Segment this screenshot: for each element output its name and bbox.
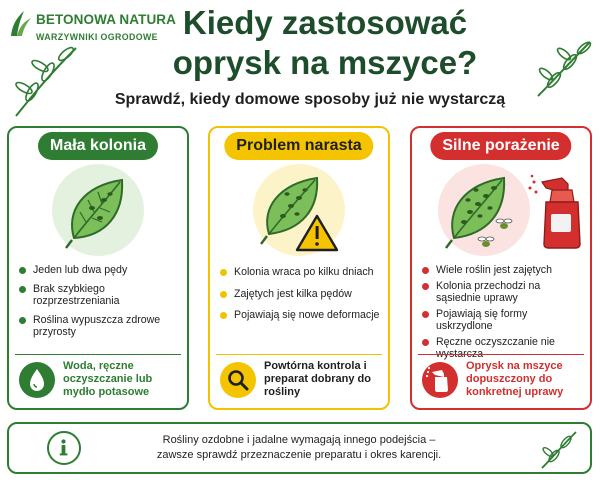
info-note-line1: Rośliny ozdobne i jadalne wymagają innego podejścia – (162, 434, 436, 446)
info-note-line2: zawsze sprawdź przeznaczenie preparatu i okres karencji. (156, 449, 442, 461)
list-item: Roślina wypuszcza zdrowe przyrosty (17, 314, 183, 339)
leaf-illustration (52, 164, 144, 256)
page-title-line2: oprysk na mszyce? (172, 44, 478, 81)
list-item: Pojawiają się formy uskrzydlone (420, 308, 586, 333)
panel-small-colony (7, 126, 189, 410)
list-item: Pojawiają się nowe deformacje (218, 309, 384, 322)
page-title-line1: Kiedy zastosować (182, 4, 468, 41)
info-note (7, 422, 592, 474)
leaf-illustration (438, 164, 530, 256)
list-item: Ręczne oczyszczanie nie wystarcza (420, 336, 586, 361)
water-drop-icon (19, 362, 55, 398)
brand-tagline: WARZYWNIKI OGRODOWE (36, 32, 158, 42)
magnifier-icon (220, 362, 256, 398)
divider (15, 354, 181, 355)
leaf-illustration (253, 164, 345, 256)
spray-bottle-icon (422, 362, 458, 398)
info-note-text (99, 433, 499, 463)
branch-icon (536, 428, 580, 472)
branch-icon (10, 42, 82, 120)
list-item: Brak szybkiego rozprzestrzeniania (17, 283, 183, 308)
spray-bottle-icon (528, 172, 584, 250)
divider (418, 354, 584, 355)
panel-heading: Silne porażenie (430, 132, 571, 160)
recommendation-text: Powtórna kontrola i preparat dobrany do rośliny (264, 360, 371, 398)
panel-severe-infestation (410, 126, 592, 410)
page-subtitle: Sprawdź, kiedy domowe sposoby już nie wystarczą (114, 91, 506, 108)
recommendation-text: Oprysk na mszyce dopuszczony do konkretnej uprawy (466, 360, 564, 398)
list-item: Kolonia przechodzi na sąsiednie uprawy (420, 280, 586, 305)
criteria-list (218, 266, 384, 331)
list-item: Jeden lub dwa pędy (17, 264, 183, 277)
recommendation-text: Woda, ręczne oczyszczanie lub mydło potasowe (63, 360, 153, 398)
criteria-list (420, 264, 586, 364)
criteria-list (17, 264, 183, 345)
grass-leaf-icon (8, 8, 34, 38)
divider (216, 354, 382, 355)
panel-heading: Problem narasta (224, 132, 373, 160)
list-item: Zajętych jest kilka pędów (218, 288, 384, 301)
panel-heading: Mała kolonia (38, 132, 158, 160)
brand-name: BETONOWA NATURA (36, 12, 176, 27)
leaf-with-aphids-icon (52, 164, 144, 256)
list-item: Wiele roślin jest zajętych (420, 264, 586, 277)
list-item: Kolonia wraca po kilku dniach (218, 266, 384, 279)
infested-leaf-icon (438, 164, 530, 256)
panel-problem-growing (208, 126, 390, 410)
info-icon (47, 431, 81, 465)
leaf-with-warning-icon (253, 164, 345, 256)
